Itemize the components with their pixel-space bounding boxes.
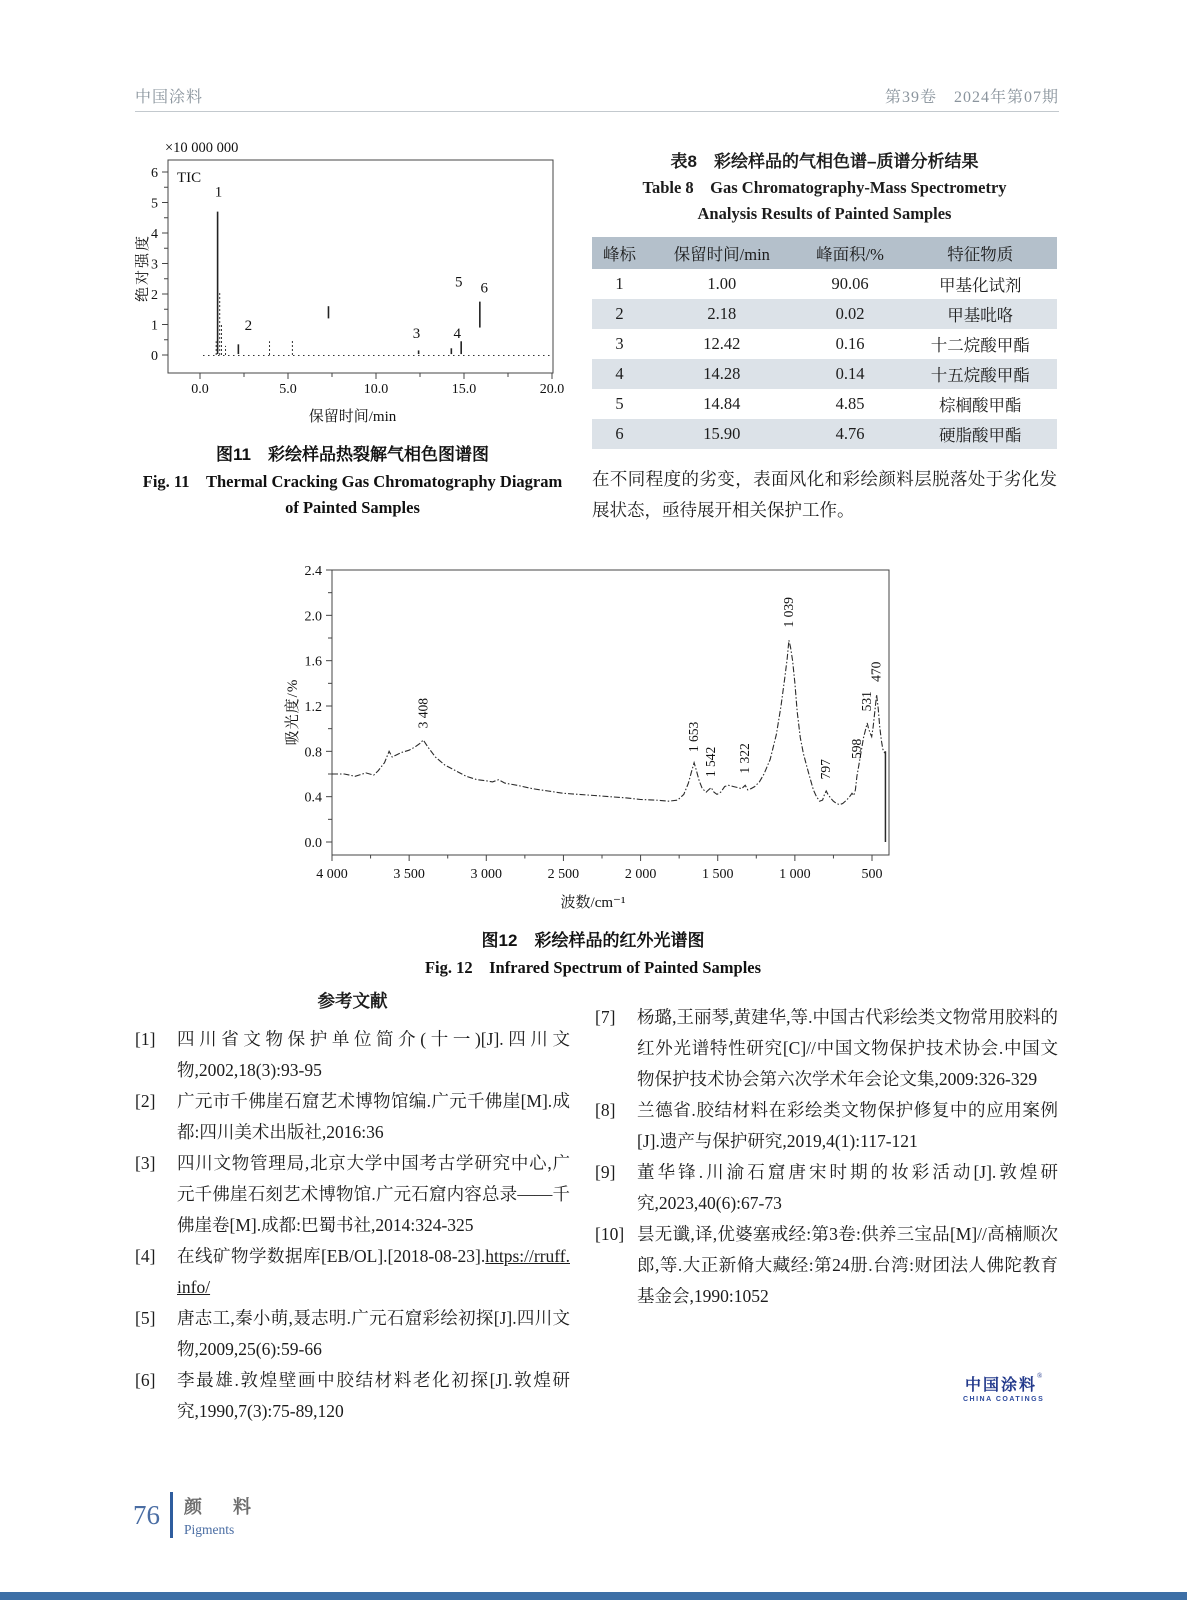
reference-item — [595, 1219, 1058, 1312]
references-column-right — [595, 988, 1058, 1427]
plot-frame — [168, 160, 553, 373]
table-row — [592, 329, 1057, 359]
table-cell: 棕榈酸甲酯 — [939, 395, 1022, 415]
references-column-left — [135, 988, 570, 1427]
table-cell: 4.85 — [835, 393, 865, 413]
wavenumber-peak-label: 1 039 — [780, 597, 796, 628]
svg-text:4 000: 4 000 — [316, 867, 348, 882]
reference-item — [135, 1241, 570, 1303]
reference-link[interactable]: https://rruff.info/ — [177, 1246, 570, 1297]
table8-title-en-line2: Analysis Results of Painted Samples — [697, 204, 952, 224]
svg-text:×10 000 000: ×10 000 000 — [165, 140, 239, 156]
svg-text:2.0: 2.0 — [304, 609, 322, 625]
peak-label: 1 — [214, 184, 223, 201]
svg-text:0.4: 0.4 — [304, 790, 322, 806]
reference-number: [5] — [135, 1308, 156, 1328]
table-cell: 甲基吡咯 — [947, 305, 1014, 325]
svg-text:5: 5 — [151, 196, 158, 212]
svg-text:0.8: 0.8 — [304, 745, 322, 761]
peak-label: 5 — [454, 274, 463, 291]
wavenumber-peak-label: 1 322 — [737, 743, 753, 774]
logo-registered-mark: ® — [1036, 1372, 1043, 1380]
body-paragraph: 在不同程度的劣变，表面风化和彩绘颜料层脱落处于劣化发展状态，亟待展开相关保护工作。 — [592, 468, 1057, 520]
reference-text: 董华锋.川渝石窟唐宋时期的妆彩活动[J].敦煌研究,2023,40(6):67-73 — [637, 1162, 1058, 1213]
wavenumber-axis-label: 波数/cm⁻¹ — [560, 895, 626, 911]
footer-section-badge — [133, 1492, 264, 1538]
table-cell: 甲基化试剂 — [939, 275, 1022, 295]
reference-text: 杨璐,王丽琴,黄建华,等.中国古代彩绘类文物常用胶料的红外光谱特性研究[C]//中国文物保护技术协会.中国文物保护技术协会第六次学术年会论文集,2009:326-329 — [637, 1007, 1058, 1089]
table-row — [592, 419, 1057, 449]
svg-text:20.0: 20.0 — [539, 382, 565, 397]
table-cell: 2 — [615, 303, 624, 323]
reference-text: 在线矿物学数据库[EB/OL].[2018-08-23].https://rruff.info/ — [177, 1246, 570, 1297]
svg-text:2 000: 2 000 — [624, 867, 657, 882]
reference-item — [595, 1002, 1058, 1095]
reference-number: [2] — [135, 1091, 156, 1111]
table-cell: 90.06 — [831, 273, 869, 293]
svg-text:3 500: 3 500 — [393, 867, 425, 882]
table-cell: 2.18 — [707, 303, 737, 323]
table8-block — [592, 147, 1057, 526]
reference-number: [3] — [135, 1153, 156, 1173]
table-header-cell: 峰标 — [592, 237, 647, 269]
table-cell: 14.28 — [703, 363, 741, 383]
reference-item — [135, 1148, 570, 1241]
reference-item — [595, 1157, 1058, 1219]
table-row — [592, 389, 1057, 419]
table8-title-en — [592, 175, 1057, 228]
reference-item — [135, 1365, 570, 1427]
table-cell: 4.76 — [835, 423, 865, 443]
svg-text:TIC: TIC — [177, 170, 202, 186]
references-list-left — [135, 1024, 570, 1427]
bottom-accent-bar — [0, 1592, 1187, 1600]
table-row — [592, 269, 1057, 299]
reference-text: 唐志工,秦小萌,聂志明.广元石窟彩绘初探[J].四川文物,2009,25(6):59-66 — [177, 1308, 570, 1359]
wavenumber-peak-label: 797 — [818, 759, 834, 780]
wavenumber-peak-label: 1 653 — [686, 721, 702, 753]
reference-item — [595, 1095, 1058, 1157]
ir-spectrum-chart — [283, 552, 903, 884]
table-cell: 十五烷酸甲酯 — [930, 365, 1030, 385]
reference-text: 兰德省.胶结材料在彩绘类文物保护修复中的应用案例[J].遗产与保护研究,2019,4(1):117-121 — [637, 1100, 1058, 1151]
reference-number: [1] — [135, 1029, 156, 1049]
svg-text:1: 1 — [151, 318, 158, 334]
svg-text:2: 2 — [151, 288, 158, 303]
peak-label: 4 — [453, 326, 462, 343]
svg-text:绝对强度: 绝对强度 — [135, 233, 151, 303]
references-list-right — [595, 1002, 1058, 1312]
svg-text:500: 500 — [861, 867, 883, 882]
section-name-en: Pigments — [184, 1521, 235, 1537]
reference-text: 昙无谶,译,优婆塞戒经:第3卷:供养三宝品[M]//高楠顺次郎,等.大正新脩大藏经:第24册.台湾:财团法人佛陀教育基金会,1990:1052 — [637, 1224, 1058, 1306]
table-cell: 0.02 — [835, 303, 865, 323]
table8-title-zh: 表8 彩绘样品的气相色谱–质谱分析结果 — [670, 152, 979, 171]
table-row — [592, 359, 1057, 389]
reference-text: 四川省文物保护单位简介(十一)[J].四川文物,2002,18(3):93-95 — [177, 1029, 570, 1080]
wavenumber-peak-label: 1 542 — [703, 746, 719, 778]
journal-name: 中国涂料 — [135, 89, 204, 106]
svg-text:0: 0 — [151, 349, 158, 364]
reference-item — [135, 1086, 570, 1148]
table-header-cell: 特征物质 — [904, 237, 1057, 269]
svg-text:2 500: 2 500 — [547, 867, 580, 882]
reference-text: 李最雄.敦煌壁画中胶结材料老化初探[J].敦煌研究,1990,7(3):75-89,120 — [177, 1370, 570, 1421]
svg-text:1 500: 1 500 — [701, 867, 734, 882]
section-name-zh: 颜 料 — [184, 1496, 265, 1517]
reference-text: 四川文物管理局,北京大学中国考古学研究中心,广元千佛崖石刻艺术博物馆.广元石窟内容总录——千佛崖卷[M].成都:巴蜀书社,2014:324-325 — [177, 1153, 570, 1235]
logo-en: CHINA COATINGS — [963, 1396, 1045, 1403]
table-header-row — [592, 237, 1057, 269]
peak-label: 2 — [244, 317, 253, 334]
table-cell: 6 — [615, 423, 624, 443]
table-cell: 十二烷酸甲酯 — [930, 335, 1030, 355]
page-header — [135, 84, 1059, 107]
svg-text:3 000: 3 000 — [470, 867, 503, 882]
reference-number: [8] — [595, 1100, 616, 1120]
header-divider — [135, 111, 1059, 112]
reference-number: [6] — [135, 1370, 156, 1390]
table-cell: 14.84 — [703, 393, 741, 413]
figure11-caption-en-line1: Fig. 11 Thermal Cracking Gas Chromatography Diagram — [142, 472, 563, 491]
logo-zh: 中国涂料 — [964, 1377, 1037, 1394]
figure12-block — [283, 552, 903, 981]
svg-text:1 000: 1 000 — [779, 867, 811, 882]
reference-item — [135, 1303, 570, 1365]
figure11-block — [135, 140, 570, 520]
figure12-caption-zh: 图12 彩绘样品的红外光谱图 — [481, 931, 705, 950]
svg-text:6: 6 — [151, 166, 158, 181]
svg-text:3: 3 — [151, 257, 158, 273]
table-cell: 硬脂酸甲酯 — [939, 425, 1022, 445]
gcms-results-table — [592, 237, 1057, 449]
chromatogram-chart — [135, 140, 570, 398]
svg-text:4: 4 — [151, 227, 158, 242]
svg-text:0.0: 0.0 — [304, 836, 322, 851]
table-cell: 12.42 — [703, 333, 741, 353]
issue-info: 第39卷 2024年第07期 — [884, 89, 1059, 106]
reference-text: 广元市千佛崖石窟艺术博物馆编.广元千佛崖[M].成都:四川美术出版社,2016:36 — [177, 1091, 570, 1142]
table-cell: 0.16 — [835, 333, 865, 353]
wavenumber-peak-label: 470 — [868, 661, 884, 682]
table-cell: 1 — [615, 273, 624, 293]
table8-title-en-line1: Table 8 Gas Chromatography-Mass Spectrometry — [642, 178, 1007, 197]
references-section — [135, 988, 1058, 1427]
figure11-caption-zh: 图11 彩绘样品热裂解气相色图谱图 — [216, 445, 489, 464]
reference-item — [135, 1024, 570, 1086]
table-header-cell: 保留时间/min — [647, 237, 796, 269]
table-cell: 15.90 — [703, 423, 741, 443]
reference-number: [7] — [595, 1007, 616, 1027]
table-cell: 1.00 — [707, 273, 737, 293]
svg-text:15.0: 15.0 — [451, 382, 477, 397]
svg-text:吸光度/%: 吸光度/% — [285, 678, 301, 746]
reference-number: [10] — [595, 1224, 625, 1244]
peak-label: 3 — [412, 326, 421, 343]
footer-divider-bar — [170, 1492, 173, 1538]
reference-number: [9] — [595, 1162, 616, 1182]
page-number: 76 — [133, 1499, 160, 1530]
wavenumber-peak-label: 598 — [848, 738, 864, 759]
table-row — [592, 299, 1057, 329]
brand-logo — [963, 1372, 1044, 1403]
table-header-cell: 峰面积/% — [796, 237, 903, 269]
svg-text:1.2: 1.2 — [304, 700, 322, 716]
table-cell: 4 — [615, 363, 624, 383]
svg-text:5.0: 5.0 — [279, 382, 297, 397]
svg-text:2.4: 2.4 — [304, 564, 322, 580]
table-cell: 5 — [615, 393, 624, 413]
wavenumber-peak-label: 531 — [859, 691, 875, 712]
svg-text:0.0: 0.0 — [191, 382, 209, 397]
retention-time-axis-label: 保留时间/min — [308, 409, 397, 425]
peak-label: 6 — [480, 280, 488, 297]
table-cell: 3 — [615, 333, 624, 353]
reference-number: [4] — [135, 1246, 156, 1266]
figure11-caption-en-line2: of Painted Samples — [285, 497, 420, 517]
figure11-caption-en — [135, 469, 570, 520]
wavenumber-peak-label: 3 408 — [415, 697, 431, 729]
table-cell: 0.14 — [835, 363, 865, 383]
references-heading: 参考文献 — [317, 991, 388, 1011]
svg-text:1.6: 1.6 — [304, 654, 322, 670]
svg-text:10.0: 10.0 — [363, 382, 389, 397]
figure12-caption-en: Fig. 12 Infrared Spectrum of Painted Samples — [424, 958, 762, 977]
